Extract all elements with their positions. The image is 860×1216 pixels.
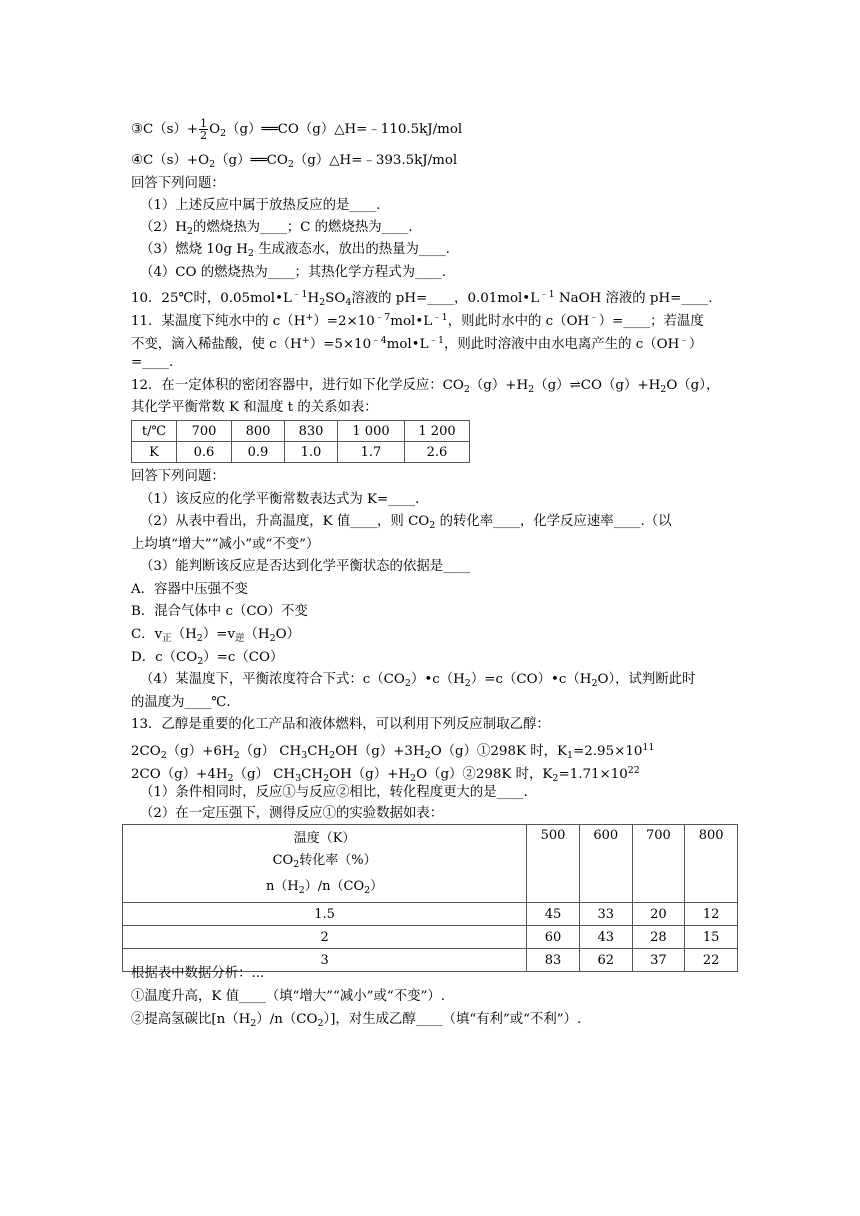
equation-4 xyxy=(131,153,457,173)
q12-text-c: （g）⇌CO（g）+H xyxy=(534,378,661,393)
subscript: 2 xyxy=(329,750,336,761)
question-11-line2 xyxy=(131,333,702,353)
superscript: ﹣7 xyxy=(374,312,391,323)
q10-text-a: 10．25℃时，0.05mol•L xyxy=(131,291,292,306)
eq4-text-b: （g）══CO xyxy=(215,153,288,168)
table-cell: 2.6 xyxy=(405,442,470,463)
subscript: 2 xyxy=(429,520,436,531)
question-10 xyxy=(131,287,712,311)
table-cell: 1.0 xyxy=(285,442,338,463)
superscript: ﹣1 xyxy=(539,289,555,300)
subscript: 3 xyxy=(301,750,308,761)
table-cell: 28 xyxy=(632,926,685,949)
analysis-intro: 根据表中数据分析：... xyxy=(131,966,265,981)
question-11-line1 xyxy=(131,310,704,330)
subscript: 2 xyxy=(410,773,417,784)
header-ratio-a: n（H xyxy=(265,879,299,894)
question-13-2: （2）在一定压强下，测得反应①的实验数据如表： xyxy=(140,806,444,821)
subscript: 2 xyxy=(323,773,330,784)
q11b-text-d: ，则此时溶液中由水电离产生的 c（OH xyxy=(444,337,680,352)
subscript: 2 xyxy=(464,678,471,689)
q124-text-b: ）•c（H xyxy=(410,672,465,687)
subscript: 2 xyxy=(269,633,276,644)
r2-text-d: OH（g）+H xyxy=(329,767,411,782)
q11b-text-a: 不变，滴入稀盐酸，使 c（H xyxy=(131,337,302,352)
superscript: ﹣ xyxy=(589,312,599,323)
question-9-3 xyxy=(140,242,450,262)
table-cell: 37 xyxy=(632,949,685,972)
table-cell: K xyxy=(132,442,177,463)
table-cell: 1 200 xyxy=(405,421,470,442)
header-conv-a: CO xyxy=(272,853,294,868)
analysis-2 xyxy=(131,1012,581,1032)
table-cell: 45 xyxy=(527,903,580,926)
question-12-2-cont: 上均填“增大”“减小”或“不变”） xyxy=(131,537,320,552)
subscript: 3 xyxy=(295,773,302,784)
subscript: 2 xyxy=(319,297,326,308)
fraction-denominator: 2 xyxy=(200,129,208,142)
header-conv-b: 转化率（%） xyxy=(299,853,377,868)
superscript: + xyxy=(301,335,310,346)
r1-text-f: O（g）①298K 时，K xyxy=(430,744,568,759)
superscript: + xyxy=(305,312,314,323)
table-row xyxy=(132,442,470,463)
q11-text-b: ）=2×10 xyxy=(313,314,375,329)
analysis-1: ①温度升高，K 值____（填“增大”“减小”或“不变”）. xyxy=(131,989,446,1004)
conversion-table xyxy=(122,824,738,972)
equation-3 xyxy=(131,118,462,142)
table-cell: 700 xyxy=(177,421,232,442)
q10-text-c: SO xyxy=(325,291,346,306)
superscript: ﹣1 xyxy=(432,312,448,323)
subscript: 2 xyxy=(247,248,254,259)
q124-text-c: ）=c（CO）•c（H xyxy=(470,672,592,687)
r1-text-g: =2.95×10 xyxy=(573,744,643,759)
subscript: 2 xyxy=(528,384,535,395)
optd-text-a: D．c（CO xyxy=(131,650,198,665)
table-cell: 83 xyxy=(527,949,580,972)
subscript: 2 xyxy=(660,384,667,395)
ratio-cell: 1.5 xyxy=(123,903,527,926)
subscript: 2 xyxy=(250,1018,257,1029)
subscript: 2 xyxy=(298,885,305,896)
ratio-cell: 3 xyxy=(123,949,527,972)
optc-text-d: （H xyxy=(244,627,270,642)
eq4-text-a: ④C（s）+O xyxy=(131,153,210,168)
table-cell: 62 xyxy=(579,949,632,972)
table-cell: 830 xyxy=(285,421,338,442)
r2-text-e: O（g）②298K 时，K xyxy=(416,767,553,782)
a2-text-c: ）]，对生成乙醇____（填“有利”或“不利”）. xyxy=(323,1012,582,1027)
superscript: ﹣1 xyxy=(291,289,308,300)
subscript: 2 xyxy=(293,859,300,870)
table-cell: 0.6 xyxy=(177,442,232,463)
subscript: 2 xyxy=(364,885,371,896)
subscript: 2 xyxy=(197,656,204,667)
table-row xyxy=(123,903,738,926)
superscript: ﹣4 xyxy=(371,335,387,346)
question-12-3: （3）能判断该反应是否达到化学平衡状态的依据是____ xyxy=(140,559,470,574)
subscript: 2 xyxy=(404,678,411,689)
subscript: 4 xyxy=(345,297,352,308)
question-12-4 xyxy=(140,672,696,692)
superscript: 22 xyxy=(627,765,640,776)
reaction-1 xyxy=(131,740,654,764)
r1-text-e: OH（g）+3H xyxy=(335,744,425,759)
option-b: B．混合气体中 c（CO）不变 xyxy=(131,604,308,619)
subscript: 2 xyxy=(317,1018,324,1029)
eq4-text-c: （g）△H=﹣393.5kJ/mol xyxy=(293,153,458,168)
question-13: 13．乙醇是重要的化工产品和液体燃料，可以利用下列反应制取乙醇： xyxy=(131,717,550,732)
a2-text-a: ②提高氢碳比[n（H xyxy=(131,1012,251,1027)
q11b-text-c: mol•L xyxy=(386,337,429,352)
r1-text-c: （g） CH xyxy=(239,744,302,759)
table-cell: 15 xyxy=(685,926,738,949)
r2-text-a: 2CO（g）+4H xyxy=(131,767,228,782)
header-ratio-b: ）/n（CO xyxy=(304,879,365,894)
table-cell: 33 xyxy=(579,903,632,926)
table-cell: 1 000 xyxy=(338,421,405,442)
eq3-text-b: O xyxy=(209,122,221,137)
q93-text-a: （3）燃烧 10g H xyxy=(140,242,248,257)
q11-text-c: mol•L xyxy=(390,314,433,329)
subscript: 2 xyxy=(220,128,227,139)
optd-text-b: ）=c（CO） xyxy=(203,650,284,665)
ratio-cell: 2 xyxy=(123,926,527,949)
q93-text-b: 生成液态水，放出的热量为____. xyxy=(253,242,450,257)
header-temp-cell: 600 xyxy=(579,825,632,903)
header-temp-cell: 700 xyxy=(632,825,685,903)
table-row xyxy=(123,926,738,949)
table-cell: 43 xyxy=(579,926,632,949)
r1-text-d: CH xyxy=(307,744,330,759)
question-9-2 xyxy=(140,220,413,240)
header-temperature: 温度（K） xyxy=(293,831,356,846)
subscript: 2 xyxy=(209,159,216,170)
table-cell: t/℃ xyxy=(132,421,177,442)
header-conversion xyxy=(123,850,526,876)
r1-text-a: 2CO xyxy=(131,744,161,759)
table-cell: 22 xyxy=(685,949,738,972)
superscript: ﹣1 xyxy=(428,335,445,346)
eq3-text-a: ③C（s）+ xyxy=(131,122,199,137)
eq3-text-c: （g）══CO（g）△H=﹣110.5kJ/mol xyxy=(226,122,463,137)
optc-text-e: O） xyxy=(275,627,301,642)
table-cell: 0.9 xyxy=(232,442,285,463)
subscript: 2 xyxy=(591,678,598,689)
fraction-numerator: 1 xyxy=(200,117,208,130)
q10-text-d: 溶液的 pH=____，0.01mol•L xyxy=(351,291,540,306)
header-ratio-c: ） xyxy=(370,879,384,894)
optc-text-c: ）=v xyxy=(202,627,236,642)
superscript: ﹣ xyxy=(679,335,689,346)
q122-text-b: 的转化率____，化学反应速率____.（以 xyxy=(435,514,672,529)
option-a: A．容器中压强不变 xyxy=(131,582,248,597)
subscript: 2 xyxy=(552,773,559,784)
table-row xyxy=(132,421,470,442)
q12-text-b: （g）+H xyxy=(469,378,529,393)
subscript: 2 xyxy=(287,159,294,170)
k-temperature-table xyxy=(131,420,470,463)
instruction-line-2: 回答下列问题： xyxy=(131,469,225,484)
q10-text-e: NaOH 溶液的 pH=____. xyxy=(554,291,713,306)
question-12-1: （1）该反应的化学平衡常数表达式为 K=____. xyxy=(140,492,420,507)
table-cell: 20 xyxy=(632,903,685,926)
r2-text-c: CH xyxy=(301,767,324,782)
header-ratio xyxy=(123,876,526,902)
question-12-line1 xyxy=(131,378,719,398)
subscript: 正 xyxy=(162,633,172,644)
subscript: 逆 xyxy=(235,633,245,644)
question-9-1: （1）上述反应中属于放热反应的是____. xyxy=(140,198,381,213)
table-header-row xyxy=(123,825,738,903)
q92-text-a: （2）H xyxy=(140,220,187,235)
question-12-4-cont: 的温度为____℃. xyxy=(131,695,231,710)
subscript: 2 xyxy=(233,750,240,761)
q10-text-b: H xyxy=(307,291,320,306)
q11b-text-e: ） xyxy=(688,337,703,352)
subscript: 2 xyxy=(196,633,203,644)
optc-text-a: C．v xyxy=(131,627,163,642)
question-12-line2: 其化学平衡常数 K 和温度 t 的关系如表： xyxy=(131,400,378,415)
subscript: 2 xyxy=(160,750,167,761)
subscript: 2 xyxy=(227,773,234,784)
superscript: 11 xyxy=(642,742,655,753)
q124-text-d: O），试判断此时 xyxy=(597,672,696,687)
subscript: 2 xyxy=(186,226,194,237)
q11b-text-b: ）=5×10 xyxy=(309,337,372,352)
q124-text-a: （4）某温度下，平衡浓度符合下式：c（CO xyxy=(140,672,405,687)
r1-text-b: （g）+6H xyxy=(166,744,234,759)
q11-text-d: ，则此时水中的 c（OH xyxy=(447,314,590,329)
diagonal-header-cell xyxy=(123,825,527,903)
fraction-half xyxy=(199,118,208,141)
table-cell: 12 xyxy=(685,903,738,926)
subscript: 2 xyxy=(463,384,470,395)
table-cell: 800 xyxy=(232,421,285,442)
reaction-2 xyxy=(131,763,640,787)
q122-text-a: （2）从表中看出，升高温度，K 值____，则 CO xyxy=(140,514,430,529)
subscript: 1 xyxy=(567,750,574,761)
option-d xyxy=(131,650,283,670)
question-13-1: （1）条件相同时，反应①与反应②相比，转化程度更大的是____. xyxy=(140,785,528,800)
table-cell: 1.7 xyxy=(338,442,405,463)
q12-text-a: 12．在一定体积的密闭容器中，进行如下化学反应：CO xyxy=(131,378,464,393)
q92-text-b: 的燃烧热为____；C 的燃烧热为____. xyxy=(193,220,413,235)
table-cell: 60 xyxy=(527,926,580,949)
instruction-line: 回答下列问题： xyxy=(131,176,225,191)
question-12-2 xyxy=(140,514,672,534)
r2-text-f: =1.71×10 xyxy=(558,767,628,782)
subscript: 2 xyxy=(424,750,431,761)
a2-text-b: ）/n（CO xyxy=(256,1012,318,1027)
question-11-line3: =____. xyxy=(131,355,174,370)
q12-text-d: O（g）， xyxy=(666,378,720,393)
header-temp-cell: 500 xyxy=(527,825,580,903)
r2-text-b: （g） CH xyxy=(233,767,296,782)
q11-text-a: 11．某温度下纯水中的 c（H xyxy=(131,314,306,329)
option-c xyxy=(131,627,300,647)
q11-text-e: ）=____；若温度 xyxy=(598,314,704,329)
header-temp-cell: 800 xyxy=(685,825,738,903)
optc-text-b: （H xyxy=(171,627,197,642)
question-9-4: （4）CO 的燃烧热为____；其热化学方程式为____. xyxy=(140,265,447,280)
